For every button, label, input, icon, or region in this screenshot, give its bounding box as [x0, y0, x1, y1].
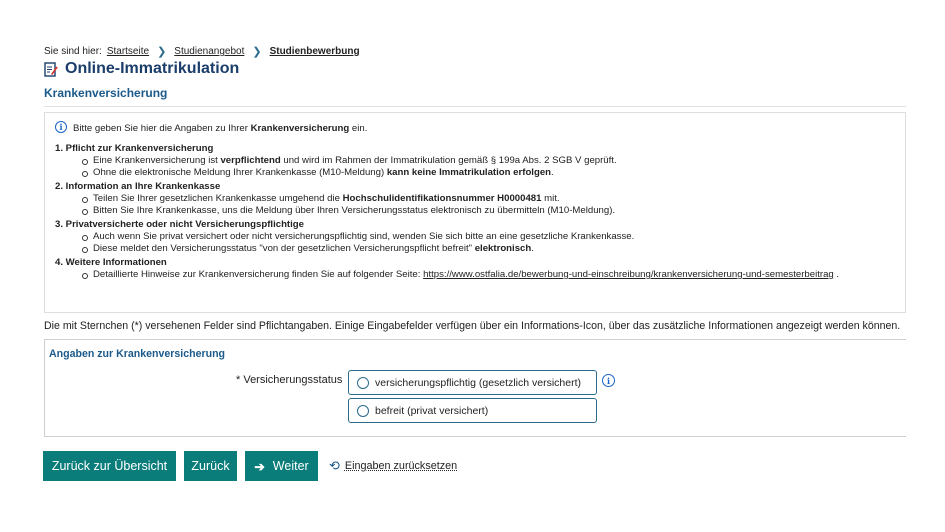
info-circle-icon: i — [55, 121, 67, 133]
list-item — [82, 155, 905, 167]
next-button-label: Weiter — [272, 459, 309, 473]
info-list — [55, 143, 905, 281]
list-item — [82, 193, 905, 205]
back-to-overview-button[interactable]: Zurück zur Übersicht — [43, 451, 176, 481]
next-button[interactable] — [245, 451, 318, 481]
reset-inputs-label: Eingaben zurücksetzen — [344, 460, 458, 472]
insurance-status-label: * Versicherungsstatus — [236, 374, 343, 386]
info-intro — [55, 120, 905, 134]
page-header — [44, 60, 239, 78]
intro-text-bold: Krankenversicherung — [250, 123, 350, 134]
text: Ohne die elektronische Meldung Ihrer Krankenkasse (M10-Meldung) — [93, 167, 387, 178]
text-bold: verpflichtend — [220, 155, 281, 166]
text-bold: kann keine Immatrikulation erfolgen — [386, 167, 552, 178]
info-intro-text — [73, 123, 367, 134]
text: Detaillierte Hinweise zur Krankenversicherung finden Sie auf folgender Seite: — [93, 269, 424, 280]
section-title: Krankenversicherung — [44, 86, 168, 100]
text: Diese meldet den Versicherungsstatus "von der gesetzlichen Versicherungspflicht befreit" — [93, 243, 475, 254]
breadcrumb-link-studienangebot[interactable]: Studienangebot — [174, 46, 245, 57]
page-title: Online-Immatrikulation — [65, 60, 240, 77]
chevron-right-icon: ❯ — [252, 46, 262, 58]
intro-text-post: ein. — [349, 123, 368, 134]
radio-label: befreit (privat versichert) — [375, 404, 489, 417]
edit-document-icon — [44, 61, 58, 77]
info-section-title: 1. Pflicht zur Krankenversicherung — [55, 143, 214, 154]
reset-inputs-link[interactable] — [329, 458, 457, 474]
text: und wird im Rahmen der Immatrikulation gemäß § 199a Abs. 2 SGB V geprüft. — [280, 155, 617, 166]
breadcrumb-prefix: Sie sind hier: — [44, 46, 102, 57]
list-item — [82, 243, 905, 255]
radio-label: versicherungspflichtig (gesetzlich versichert) — [375, 376, 581, 389]
intro-text-pre: Bitte geben Sie hier die Angaben zu Ihrer — [73, 123, 251, 134]
list-item — [82, 269, 905, 281]
info-circle-icon[interactable]: i — [602, 374, 615, 387]
text: Eine Krankenversicherung ist — [93, 155, 221, 166]
chevron-right-icon: ❯ — [157, 46, 167, 58]
undo-icon: ⟲ — [329, 458, 340, 473]
text: . — [531, 243, 534, 254]
radio-option-statutory[interactable] — [348, 370, 597, 395]
insurance-fieldset — [44, 339, 906, 437]
text: mit. — [541, 193, 560, 204]
info-section-title: 3. Privatversicherte oder nicht Versicherungspflichtige — [55, 219, 304, 230]
list-item: Bitten Sie Ihre Krankenkasse, uns die Meldung über Ihren Versicherungsstatus elektronisch zu übermitteln (M10-Meldung). — [82, 205, 905, 217]
back-button[interactable]: Zurück — [184, 451, 237, 481]
breadcrumb-link-startseite[interactable]: Startseite — [106, 46, 150, 57]
info-section-3 — [55, 219, 905, 255]
text: . — [551, 167, 554, 178]
radio-circle-icon[interactable] — [357, 377, 369, 389]
breadcrumb-current[interactable]: Studienbewerbung — [269, 46, 360, 57]
info-link-krankenversicherung[interactable]: https://www.ostfalia.de/bewerbung-und-einschreibung/krankenversicherung-und-semesterbeitrag — [423, 269, 834, 280]
radio-circle-icon[interactable] — [357, 405, 369, 417]
required-fields-hint: Die mit Sternchen (*) versehenen Felder sind Pflichtangaben. Einige Eingabefelder verfügen über ein Informations-Icon, über das zusätzliche Informationen angezeigt werden können. — [44, 320, 901, 332]
text-bold: Hochschulidentifikationsnummer H0000481 — [342, 193, 542, 204]
breadcrumb — [44, 45, 360, 58]
fieldset-title: Angaben zur Krankenversicherung — [49, 348, 226, 360]
list-item — [82, 167, 905, 179]
info-section-1 — [55, 143, 905, 179]
info-section-title: 4. Weitere Informationen — [55, 257, 167, 268]
arrow-right-icon: ➔ — [254, 459, 265, 474]
info-section-title: 2. Information an Ihre Krankenkasse — [55, 181, 221, 192]
text: Teilen Sie Ihrer gesetzlichen Krankenkasse umgehend die — [93, 193, 343, 204]
text-bold: elektronisch — [474, 243, 532, 254]
info-section-2 — [55, 181, 905, 217]
list-item: Auch wenn Sie privat versichert oder nicht versicherungspflichtig sind, wenden Sie sich bitte an eine gesetzliche Krankenkasse. — [82, 231, 905, 243]
text: . — [833, 269, 840, 280]
radio-option-private[interactable] — [348, 398, 597, 423]
divider — [44, 106, 906, 107]
info-box — [44, 112, 906, 313]
info-section-4 — [55, 257, 905, 281]
